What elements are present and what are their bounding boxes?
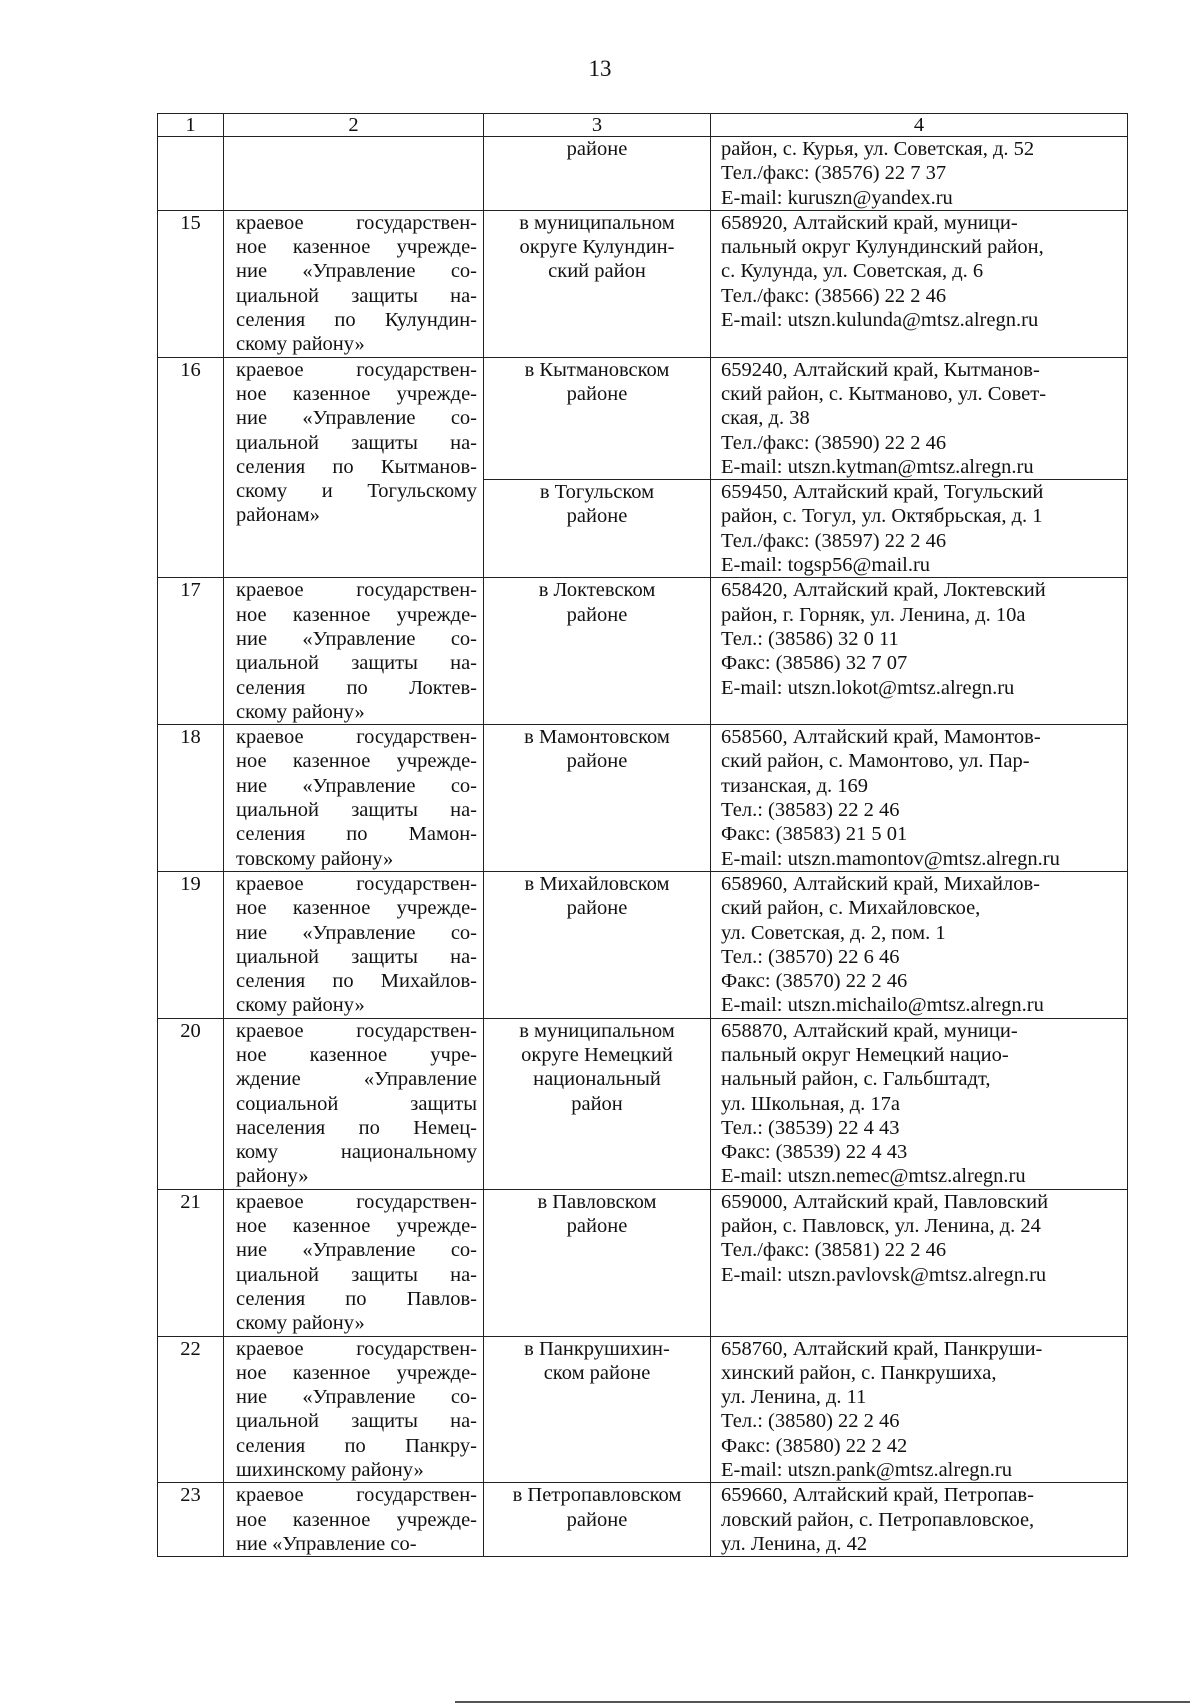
text-line: хинский район, с. Панкрушиха,: [721, 1361, 997, 1384]
text-line: Тел./факс: (38581) 22 2 46: [721, 1239, 947, 1262]
text-line: пальный округ Кулундинский район,: [721, 236, 1044, 259]
text-line: район, с. Тогул, ул. Октябрьская, д. 1: [721, 505, 1043, 528]
row-number: 16: [158, 357, 224, 578]
text-line: в Павловском: [537, 1190, 657, 1213]
text-line: ное казенное учрежде-: [236, 1215, 477, 1238]
service-area: [484, 137, 711, 211]
text-line: скому району»: [236, 333, 365, 356]
column-header-4: 4: [711, 114, 1128, 137]
text-line: 659450, Алтайский край, Тогульский: [721, 481, 1044, 504]
text-line: краевое государствен-: [236, 1019, 477, 1042]
text-line: краевое государствен-: [236, 358, 477, 381]
text-line: 658920, Алтайский край, муници-: [721, 211, 1018, 234]
text-line: 658960, Алтайский край, Михайлов-: [721, 872, 1040, 895]
text-line: ное казенное учрежде-: [236, 750, 477, 773]
text-line: 658560, Алтайский край, Мамонтов-: [721, 726, 1041, 749]
institution-name: [224, 578, 484, 725]
text-line: 659240, Алтайский край, Кытманов-: [721, 358, 1040, 381]
text-line: ул. Советская, д. 2, пом. 1: [721, 921, 946, 944]
table-header-row: [158, 114, 1128, 137]
service-area: [484, 871, 711, 1018]
text-line: E-mail: utszn.kulunda@mtsz.alregn.ru: [721, 309, 1039, 332]
institution-name: [224, 1189, 484, 1336]
text-line: E-mail: utszn.pavlovsk@mtsz.alregn.ru: [721, 1263, 1047, 1286]
text-line: циальной защиты на-: [236, 799, 477, 822]
text-line: Тел./факс: (38590) 22 2 46: [721, 431, 947, 454]
text-line: Тел.: (38580) 22 2 46: [721, 1410, 900, 1433]
text-line: селения по Панкру-: [236, 1434, 477, 1457]
contact-address: [711, 725, 1128, 872]
row-number: 17: [158, 578, 224, 725]
text-line: ние «Управление со-: [236, 1386, 477, 1409]
text-line: ное казенное учрежде-: [236, 1361, 477, 1384]
text-line: краевое государствен-: [236, 1484, 477, 1507]
text-line: ние «Управление со-: [236, 627, 477, 650]
text-line: в Тогульском: [539, 481, 655, 504]
contact-address: [711, 480, 1128, 578]
text-line: ное казенное учрежде-: [236, 897, 477, 920]
contact-address: [711, 1189, 1128, 1336]
text-line: краевое государствен-: [236, 872, 477, 895]
text-line: Факс: (38539) 22 4 43: [721, 1141, 908, 1164]
text-line: E-mail: utszn.mamontov@mtsz.alregn.ru: [721, 847, 1060, 870]
text-line: район: [571, 1092, 623, 1115]
text-line: ский район, с. Кытманово, ул. Совет-: [721, 382, 1047, 405]
text-line: селения по Мамон-: [236, 823, 477, 846]
text-line: район, г. Горняк, ул. Ленина, д. 10а: [721, 603, 1026, 626]
text-line: Тел./факс: (38597) 22 2 46: [721, 529, 947, 552]
row-number: [158, 137, 224, 211]
text-line: району»: [236, 1165, 309, 1188]
row-number: 18: [158, 725, 224, 872]
text-line: селения по Локтев-: [236, 676, 477, 699]
service-area: [484, 480, 711, 578]
text-line: краевое государствен-: [236, 1190, 477, 1213]
institution-name: [224, 1018, 484, 1189]
text-line: Факс: (38580) 22 2 42: [721, 1434, 908, 1457]
text-line: E-mail: utszn.nemec@mtsz.alregn.ru: [721, 1165, 1026, 1188]
column-header-1: 1: [158, 114, 224, 137]
text-line: циальной защиты на-: [236, 1410, 477, 1433]
contact-address: [711, 1336, 1128, 1483]
text-line: циальной защиты на-: [236, 945, 477, 968]
text-line: ное казенное учрежде-: [236, 603, 477, 626]
text-line: ное казенное учрежде-: [236, 1508, 477, 1531]
service-area: [484, 578, 711, 725]
text-line: район, с. Курья, ул. Советская, д. 52: [721, 138, 1035, 160]
service-area: [484, 725, 711, 872]
service-area: [484, 1336, 711, 1483]
table-row: [158, 1483, 1128, 1557]
text-line: ние «Управление со-: [236, 921, 477, 944]
text-line: Тел.: (38583) 22 2 46: [721, 799, 900, 822]
contact-address: [711, 578, 1128, 725]
page-number: 13: [588, 56, 612, 81]
text-line: скому району»: [236, 1312, 365, 1335]
table-row: [158, 725, 1128, 872]
text-line: нальный район, с. Гальбштадт,: [721, 1068, 991, 1091]
text-line: ул. Ленина, д. 11: [721, 1386, 867, 1409]
text-line: селения по Кытманов-: [236, 455, 477, 478]
table-row: [158, 1189, 1128, 1336]
text-line: Тел.: (38586) 32 0 11: [721, 627, 899, 650]
institution-name: [224, 1336, 484, 1483]
column-header-3: 3: [484, 114, 711, 137]
text-line: в муниципальном: [519, 1019, 675, 1042]
contact-address: [711, 871, 1128, 1018]
table-row: [158, 137, 1128, 211]
text-line: ждение «Управление: [236, 1068, 477, 1091]
text-line: скому району»: [236, 994, 365, 1017]
text-line: ловский район, с. Петропавловское,: [721, 1508, 1035, 1531]
text-line: шихинскому району»: [236, 1459, 424, 1482]
row-number: 21: [158, 1189, 224, 1336]
contact-address: [711, 1018, 1128, 1189]
text-line: районе: [566, 750, 628, 773]
text-line: районе: [566, 1508, 628, 1531]
text-line: ском районе: [543, 1361, 651, 1384]
text-line: кому национальному: [236, 1141, 477, 1164]
row-number: 19: [158, 871, 224, 1018]
text-line: циальной защиты на-: [236, 652, 477, 675]
text-line: в Панкрушихин-: [524, 1337, 670, 1360]
text-line: селения по Михайлов-: [236, 970, 477, 993]
service-area: [484, 357, 711, 479]
text-line: E-mail: utszn.michailo@mtsz.alregn.ru: [721, 994, 1044, 1017]
text-line: циальной защиты на-: [236, 1263, 477, 1286]
text-line: селения по Кулундин-: [236, 309, 477, 332]
text-line: районе: [566, 382, 628, 405]
text-line: E-mail: utszn.pank@mtsz.alregn.ru: [721, 1459, 1012, 1482]
text-line: ное казенное учрежде-: [236, 236, 477, 259]
text-line: 658760, Алтайский край, Панкруши-: [721, 1337, 1043, 1360]
text-line: в Петропавловском: [512, 1484, 682, 1507]
text-line: ская, д. 38: [721, 407, 810, 430]
institution-name: [224, 725, 484, 872]
text-line: 659000, Алтайский край, Павловский: [721, 1190, 1049, 1213]
text-line: товскому району»: [236, 847, 394, 870]
text-line: ул. Ленина, д. 42: [721, 1532, 868, 1555]
table-row: [158, 357, 1128, 479]
text-line: Тел.: (38570) 22 6 46: [721, 945, 900, 968]
text-line: ние «Управление со-: [236, 774, 477, 797]
institution-name: [224, 137, 484, 211]
table-row: [158, 1018, 1128, 1189]
contact-address: [711, 1483, 1128, 1557]
table-row: [158, 871, 1128, 1018]
service-area: [484, 1018, 711, 1189]
text-line: пальный округ Немецкий нацио-: [721, 1043, 1009, 1066]
text-line: ский район: [548, 260, 646, 283]
institution-name: [224, 210, 484, 357]
service-area: [484, 1483, 711, 1557]
row-number: 22: [158, 1336, 224, 1483]
text-line: скому району»: [236, 700, 365, 723]
service-area: [484, 1189, 711, 1336]
table-row: [158, 210, 1128, 357]
text-line: тизанская, д. 169: [721, 774, 869, 797]
text-line: E-mail: kuruszn@yandex.ru: [721, 186, 953, 209]
text-line: ние «Управление со-: [236, 407, 477, 430]
text-line: округе Немецкий: [521, 1043, 673, 1066]
text-line: в муниципальном: [519, 211, 675, 234]
text-line: E-mail: utszn.kytman@mtsz.alregn.ru: [721, 455, 1034, 478]
text-line: селения по Павлов-: [236, 1287, 477, 1310]
text-line: в Кытмановском: [524, 358, 670, 381]
text-line: краевое государствен-: [236, 726, 477, 749]
text-line: ние «Управление со-: [236, 1532, 417, 1555]
text-line: ное казенное учрежде-: [236, 382, 477, 405]
text-line: национальный: [533, 1068, 661, 1091]
text-line: краевое государствен-: [236, 579, 477, 602]
table-row: [158, 1336, 1128, 1483]
text-line: районе: [566, 1215, 628, 1238]
text-line: циальной защиты на-: [236, 431, 477, 454]
text-line: 658420, Алтайский край, Локтевский: [721, 579, 1046, 602]
institution-name: [224, 871, 484, 1018]
bottom-rule: [455, 1701, 1190, 1703]
text-line: 659660, Алтайский край, Петропав-: [721, 1484, 1034, 1507]
service-area: [484, 210, 711, 357]
text-line: район, с. Павловск, ул. Ленина, д. 24: [721, 1215, 1041, 1238]
text-line: Тел./факс: (38576) 22 7 37: [721, 162, 947, 185]
text-line: с. Кулунда, ул. Советская, д. 6: [721, 260, 984, 283]
text-line: районе: [566, 897, 628, 920]
text-line: Факс: (38570) 22 2 46: [721, 970, 908, 993]
institution-name: [224, 1483, 484, 1557]
column-header-2: 2: [224, 114, 484, 137]
institution-name: [224, 357, 484, 578]
row-number: 23: [158, 1483, 224, 1557]
text-line: ский район, с. Мамонтово, ул. Пар-: [721, 750, 1030, 773]
text-line: Тел./факс: (38566) 22 2 46: [721, 284, 947, 307]
text-line: в Мамонтовском: [524, 726, 670, 749]
text-line: социальной защиты: [236, 1092, 477, 1115]
institutions-table: [157, 113, 1128, 1557]
text-line: ский район, с. Михайловское,: [721, 897, 981, 920]
text-line: округе Кулундин-: [519, 236, 675, 259]
text-line: районе: [566, 505, 628, 528]
text-line: 658870, Алтайский край, муници-: [721, 1019, 1018, 1042]
text-line: E-mail: utszn.lokot@mtsz.alregn.ru: [721, 676, 1015, 699]
text-line: краевое государствен-: [236, 1337, 477, 1360]
text-line: районе: [566, 603, 628, 626]
contact-address: [711, 210, 1128, 357]
text-line: краевое государствен-: [236, 211, 477, 234]
table-row: [158, 578, 1128, 725]
text-line: ул. Школьная, д. 17а: [721, 1092, 901, 1115]
text-line: районам»: [236, 504, 320, 527]
text-line: Факс: (38583) 21 5 01: [721, 823, 908, 846]
text-line: Тел.: (38539) 22 4 43: [721, 1116, 900, 1139]
text-line: в Локтевском: [538, 579, 656, 602]
text-line: скому и Тогульскому: [236, 480, 477, 503]
text-line: ние «Управление со-: [236, 1239, 477, 1262]
text-line: Факс: (38586) 32 7 07: [721, 652, 908, 675]
text-line: ние «Управление со-: [236, 260, 477, 283]
text-line: районе: [566, 138, 628, 160]
text-line: в Михайловском: [524, 872, 670, 895]
row-number: 20: [158, 1018, 224, 1189]
text-line: ное казенное учре-: [236, 1043, 477, 1066]
row-number: 15: [158, 210, 224, 357]
text-line: населения по Немец-: [236, 1116, 477, 1139]
text-line: E-mail: togsp56@mail.ru: [721, 554, 931, 577]
contact-address: [711, 137, 1128, 211]
text-line: циальной защиты на-: [236, 284, 477, 307]
contact-address: [711, 357, 1128, 479]
